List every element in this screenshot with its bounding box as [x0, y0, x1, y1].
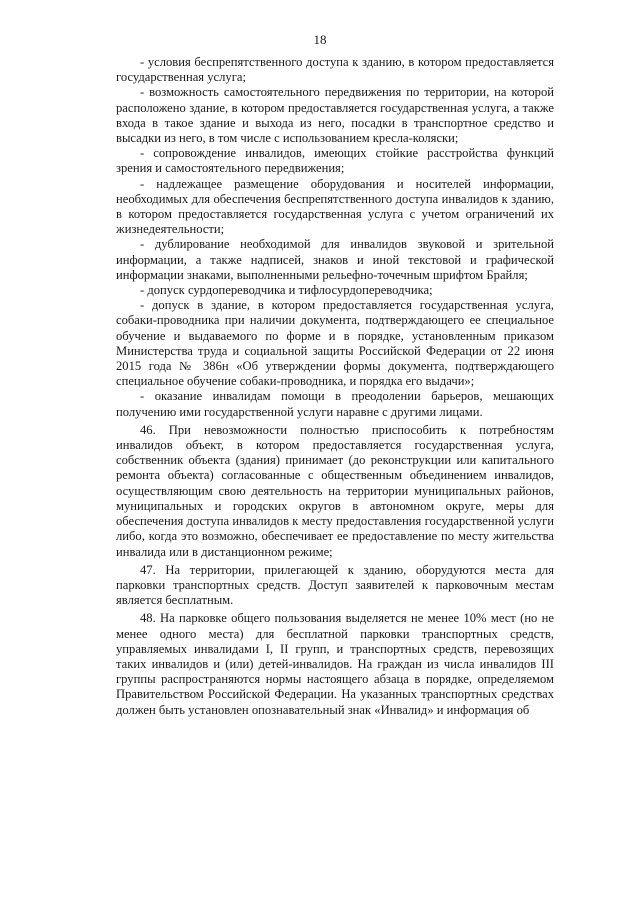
paragraph-equipment: - надлежащее размещение оборудования и носителей информации, необходимых для обеспечения беспрепятственного доступа инвалидов к зданию, в котором предоставляется государственная услуга с учетом ограничений их жизнедеятельности; — [116, 176, 554, 237]
paragraph-48: 48. На парковке общего пользования выделяется не менее 10% мест (но не менее одного места) для бесплатной парковки транспортных средств, управляемых инвалидами I, II групп, и транспортных средств, перевозящих таких инвалидов и (или) детей-инвалидов. На граждан из числа инвалидов III группы распространяются нормы настоящего абзаца в порядке, определяемом Правительством Российской Федерации. На указанных транспортных средствах должен быть установлен опознавательный знак «Инвалид» и информация об — [116, 611, 554, 717]
document-body — [116, 55, 554, 718]
paragraph-46: 46. При невозможности полностью приспособить к потребностям инвалидов объект, в котором предоставляется государственная услуга, собственник объекта (здания) принимает (до реконструкции или капитального ремонта объекта) согласованные с общественным объединением инвалидов, осуществляющим свою деятельность на территории муниципальных районов, муниципальных и городских округов в автономном округе, меры для обеспечения доступа инвалидов к месту предоставления государственной услуги либо, когда это возможно, обеспечивает ее предоставление по месту жительства инвалида или в дистанционном режиме; — [116, 422, 554, 559]
paragraph-movement: - возможность самостоятельного передвижения по территории, на которой расположено здание, в котором предоставляется государственная услуга, а также входа в такое здание и выхода из него, посадки в транспортное средство и высадки из него, в том числе с использованием кресла-коляски; — [116, 85, 554, 146]
paragraph-condition-access: - условия беспрепятственного доступа к зданию, в котором предоставляется государственная услуга; — [116, 55, 554, 85]
page-number: 18 — [313, 32, 327, 47]
paragraph-escort: - сопровождение инвалидов, имеющих стойкие расстройства функций зрения и самостоятельного передвижения; — [116, 146, 554, 176]
paragraph-duplication: - дублирование необходимой для инвалидов звуковой и зрительной информации, а также надписей, знаков и иной текстовой и графической информации знаками, выполненными рельефно-точечным шрифтом Брайля; — [116, 237, 554, 282]
paragraph-guide-dog: - допуск в здание, в котором предоставляется государственная услуга, собаки-проводника при наличии документа, подтверждающего ее специальное обучение и выдаваемого по форме и в порядке, установленным приказом Министерства труда и социальной защиты Российской Федерации от 22 июня 2015 года № 386н «Об утверждении формы документа, подтверждающего специальное обучение собаки-проводника, и порядка его выдачи»; — [116, 298, 554, 389]
paragraph-assistance: - оказание инвалидам помощи в преодолении барьеров, мешающих получению ими государственной услуги наравне с другими лицами. — [116, 389, 554, 419]
paragraph-47: 47. На территории, прилегающей к зданию, оборудуются места для парковки транспортных средств. Доступ заявителей к парковочным местам является бесплатным. — [116, 562, 554, 608]
paragraph-interpreter: - допуск сурдопереводчика и тифлосурдопереводчика; — [140, 283, 433, 298]
